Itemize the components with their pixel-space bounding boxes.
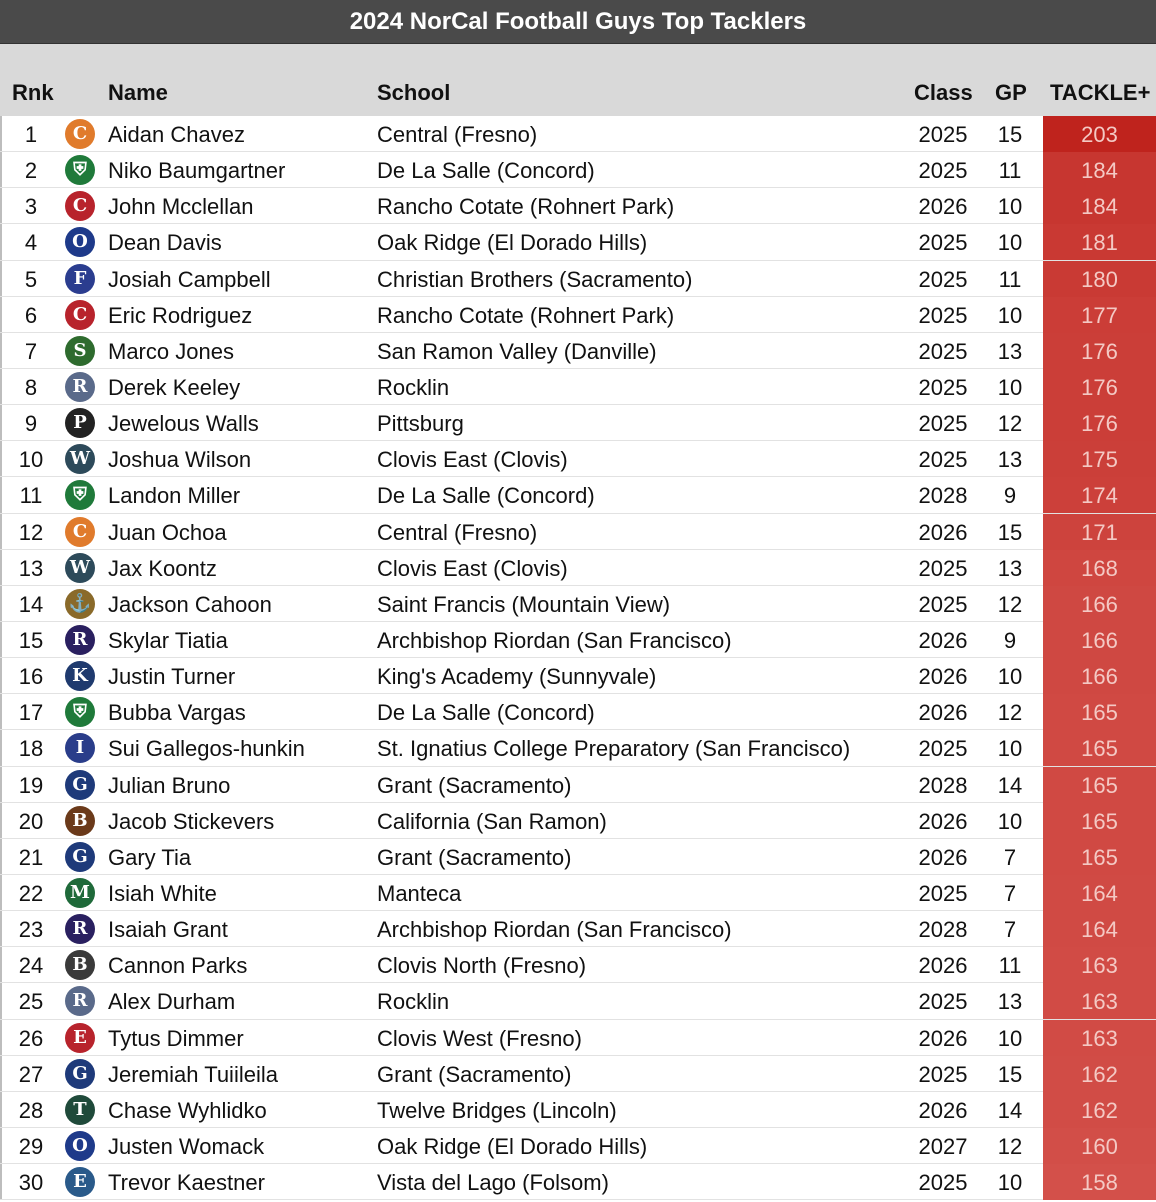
games-played: 10 <box>997 1170 1023 1196</box>
player-name: Jacob Stickevers <box>108 808 275 834</box>
games-played: 14 <box>997 1097 1023 1123</box>
player-name: Derek Keeley <box>108 374 241 400</box>
school-logo-cell <box>62 224 98 260</box>
player-name: Jackson Cahoon <box>108 591 272 617</box>
rank-cell: 1 <box>24 122 38 147</box>
table-row[interactable] <box>0 405 1156 441</box>
games-played: 10 <box>997 194 1023 220</box>
table-row[interactable] <box>0 550 1156 586</box>
rank-cell: 23 <box>18 917 44 943</box>
school-name: California (San Ramon) <box>377 808 607 834</box>
games-played: 11 <box>998 158 1022 184</box>
class-year: 2025 <box>918 230 968 256</box>
school-name: Central (Fresno) <box>377 519 538 545</box>
tackle-plus-value: 184 <box>1043 152 1156 188</box>
table-row[interactable] <box>0 875 1156 911</box>
table-row[interactable] <box>0 803 1156 839</box>
tackle-plus-value: 176 <box>1043 369 1156 405</box>
school-logo-cell <box>62 694 98 730</box>
games-played: 7 <box>1003 844 1017 870</box>
class-year: 2025 <box>918 411 968 437</box>
central-fresno-logo-icon: C <box>65 517 95 547</box>
school-logo-cell <box>62 730 98 766</box>
tackle-plus-value: 166 <box>1043 622 1156 658</box>
games-played: 7 <box>1003 880 1017 906</box>
school-logo-cell <box>62 152 98 188</box>
de-la-salle-spartan-logo-icon: ⛨ <box>65 480 95 510</box>
table-row[interactable] <box>0 297 1156 333</box>
class-year: 2025 <box>918 158 968 184</box>
player-name: Bubba Vargas <box>108 700 246 726</box>
games-played: 13 <box>997 338 1023 364</box>
school-name: St. Ignatius College Preparatory (San Francisco) <box>377 736 851 762</box>
table-row[interactable] <box>0 514 1156 550</box>
games-played: 12 <box>997 591 1023 617</box>
rank-cell: 20 <box>18 808 44 834</box>
games-played: 7 <box>1003 917 1017 943</box>
player-name: Isiah White <box>108 880 217 906</box>
rank-cell: 3 <box>24 194 38 220</box>
rank-cell: 29 <box>18 1133 44 1159</box>
games-played: 12 <box>997 700 1023 726</box>
player-name: Joshua Wilson <box>108 447 252 473</box>
table-row[interactable] <box>0 658 1156 694</box>
table-row[interactable] <box>0 152 1156 188</box>
games-played: 13 <box>997 555 1023 581</box>
class-year: 2026 <box>918 627 968 653</box>
title-bar <box>0 0 1156 44</box>
tackle-plus-value: 158 <box>1043 1164 1156 1200</box>
tackle-plus-value: 165 <box>1043 694 1156 730</box>
class-year: 2026 <box>918 700 968 726</box>
player-name: Marco Jones <box>108 338 234 364</box>
player-name: Aidan Chavez <box>108 122 245 147</box>
rank-cell: 2 <box>24 158 38 184</box>
rank-cell: 24 <box>18 953 44 979</box>
table-row[interactable] <box>0 839 1156 875</box>
rank-cell: 26 <box>18 1025 44 1051</box>
rank-cell: 28 <box>18 1097 44 1123</box>
class-year: 2025 <box>918 122 968 147</box>
kings-academy-knights-logo-icon: K <box>65 661 95 691</box>
grant-g-logo-icon: G <box>65 842 95 872</box>
table-row[interactable] <box>0 1092 1156 1128</box>
school-name: Rancho Cotate (Rohnert Park) <box>377 194 675 220</box>
de-la-salle-spartan-logo-icon: ⛨ <box>65 155 95 185</box>
table-row[interactable] <box>0 622 1156 658</box>
tackle-plus-value: 160 <box>1043 1128 1156 1164</box>
san-ramon-valley-seal-logo-icon: S <box>65 336 95 366</box>
school-name: Rocklin <box>377 374 450 400</box>
table-row[interactable] <box>0 369 1156 405</box>
class-year: 2025 <box>918 1061 968 1087</box>
table-row[interactable] <box>0 261 1156 297</box>
games-played: 13 <box>997 447 1023 473</box>
tackle-plus-value: 163 <box>1043 947 1156 983</box>
school-name: Manteca <box>377 880 462 906</box>
rank-cell: 13 <box>18 555 44 581</box>
rank-cell: 7 <box>24 338 38 364</box>
school-logo-cell <box>62 261 98 297</box>
player-name: John Mcclellan <box>108 194 254 220</box>
player-name: Eric Rodriguez <box>108 302 253 328</box>
rocklin-r-logo-icon: R <box>65 986 95 1016</box>
tackle-plus-value: 166 <box>1043 658 1156 694</box>
table-row[interactable] <box>0 477 1156 513</box>
school-logo-cell <box>62 1128 98 1164</box>
school-logo-cell <box>62 1056 98 1092</box>
tackle-plus-value: 174 <box>1043 477 1156 513</box>
class-year: 2028 <box>918 917 968 943</box>
games-played: 9 <box>1003 627 1017 653</box>
school-logo-cell <box>62 405 98 441</box>
school-logo-cell <box>62 911 98 947</box>
school-name: Clovis North (Fresno) <box>377 953 587 979</box>
riordan-r-logo-icon: R <box>65 914 95 944</box>
class-year: 2025 <box>918 447 968 473</box>
st-ignatius-seal-logo-icon: I <box>65 733 95 763</box>
california-grizzly-logo-icon: B <box>65 806 95 836</box>
school-name: Archbishop Riordan (San Francisco) <box>377 627 732 653</box>
grant-g-logo-icon: G <box>65 770 95 800</box>
player-name: Justen Womack <box>108 1133 265 1159</box>
tackle-plus-value: 176 <box>1043 405 1156 441</box>
school-name: De La Salle (Concord) <box>377 483 595 509</box>
player-name: Dean Davis <box>108 230 222 256</box>
school-name: Saint Francis (Mountain View) <box>377 591 671 617</box>
player-name: Jewelous Walls <box>108 411 259 437</box>
de-la-salle-spartan-logo-icon: ⛨ <box>65 697 95 727</box>
school-name: San Ramon Valley (Danville) <box>377 338 657 364</box>
tackle-plus-value: 164 <box>1043 911 1156 947</box>
school-logo-cell <box>62 116 98 152</box>
player-name: Jeremiah Tuiileila <box>108 1061 278 1087</box>
table-row[interactable] <box>0 333 1156 369</box>
games-played: 10 <box>997 736 1023 762</box>
class-year: 2027 <box>918 1133 968 1159</box>
player-name: Niko Baumgartner <box>108 158 286 184</box>
clovis-east-timberwolf-logo-icon: W <box>65 553 95 583</box>
table-row[interactable] <box>0 947 1156 983</box>
oak-ridge-logo-icon: O <box>65 227 95 257</box>
school-logo-cell <box>62 1164 98 1200</box>
table-body <box>0 116 1156 1200</box>
table-row[interactable] <box>0 983 1156 1019</box>
player-name: Isaiah Grant <box>108 917 228 943</box>
tackle-plus-value: 162 <box>1043 1092 1156 1128</box>
class-year: 2025 <box>918 266 968 292</box>
school-logo-cell <box>62 188 98 224</box>
rancho-cotate-cougar-logo-icon: C <box>65 300 95 330</box>
twelve-bridges-seal-logo-icon: T <box>65 1095 95 1125</box>
tackle-plus-value: 180 <box>1043 261 1156 297</box>
tackle-plus-value: 165 <box>1043 730 1156 766</box>
player-name: Landon Miller <box>108 483 241 509</box>
player-name: Julian Bruno <box>108 772 231 798</box>
player-name: Jax Koontz <box>108 555 217 581</box>
table-row[interactable] <box>0 730 1156 766</box>
rank-cell: 6 <box>24 302 38 328</box>
player-name: Skylar Tiatia <box>108 627 228 653</box>
school-logo-cell <box>62 983 98 1019</box>
class-year: 2026 <box>918 1097 968 1123</box>
riordan-r-logo-icon: R <box>65 625 95 655</box>
rancho-cotate-cougar-logo-icon: C <box>65 191 95 221</box>
games-played: 15 <box>997 519 1023 545</box>
table-row[interactable] <box>0 1056 1156 1092</box>
games-played: 12 <box>997 411 1023 437</box>
table-title: 2024 NorCal Football Guys Top Tacklers <box>349 7 807 35</box>
rank-cell: 14 <box>18 591 44 617</box>
rocklin-r-logo-icon: R <box>65 372 95 402</box>
header-row <box>0 44 1156 116</box>
school-logo-cell <box>62 803 98 839</box>
games-played: 11 <box>998 266 1022 292</box>
rank-cell: 16 <box>18 664 44 690</box>
tackle-plus-value: 163 <box>1043 1020 1156 1056</box>
games-played: 12 <box>997 1133 1023 1159</box>
school-name: Clovis East (Clovis) <box>377 447 568 473</box>
class-year: 2025 <box>918 555 968 581</box>
school-name: Oak Ridge (El Dorado Hills) <box>377 230 648 256</box>
clovis-west-eagle-logo-icon: E <box>65 1023 95 1053</box>
school-name: Rancho Cotate (Rohnert Park) <box>377 302 675 328</box>
tackle-plus-value: 171 <box>1043 514 1156 550</box>
school-logo-cell <box>62 1092 98 1128</box>
school-name: Archbishop Riordan (San Francisco) <box>377 917 732 943</box>
tackle-plus-value: 181 <box>1043 224 1156 260</box>
rank-cell: 12 <box>18 519 44 545</box>
central-fresno-logo-icon: C <box>65 119 95 149</box>
class-year: 2025 <box>918 736 968 762</box>
class-year: 2026 <box>918 664 968 690</box>
table-row[interactable] <box>0 116 1156 152</box>
clovis-east-timberwolf-logo-icon: W <box>65 444 95 474</box>
school-name: Pittsburg <box>377 411 464 437</box>
tackle-plus-value: 175 <box>1043 441 1156 477</box>
class-year: 2026 <box>918 953 968 979</box>
table-row[interactable] <box>0 911 1156 947</box>
school-name: Rocklin <box>377 989 450 1015</box>
rank-cell: 11 <box>19 483 43 509</box>
tackle-plus-value: 164 <box>1043 875 1156 911</box>
rank-cell: 9 <box>24 411 38 437</box>
class-year: 2025 <box>918 374 968 400</box>
school-logo-cell <box>62 622 98 658</box>
school-name: Clovis East (Clovis) <box>377 555 568 581</box>
table-row[interactable] <box>0 224 1156 260</box>
school-logo-cell <box>62 658 98 694</box>
tackle-plus-value: 165 <box>1043 803 1156 839</box>
clovis-north-bronco-logo-icon: B <box>65 950 95 980</box>
header-name[interactable]: Name <box>108 80 168 105</box>
player-name: Josiah Campbell <box>108 266 271 292</box>
rank-cell: 27 <box>18 1061 44 1087</box>
school-name: Vista del Lago (Folsom) <box>377 1170 609 1196</box>
school-logo-cell <box>62 586 98 622</box>
school-name: Oak Ridge (El Dorado Hills) <box>377 1133 648 1159</box>
games-played: 13 <box>997 989 1023 1015</box>
tackle-plus-value: 203 <box>1043 116 1156 152</box>
school-name: Central (Fresno) <box>377 122 538 147</box>
oak-ridge-logo-icon: O <box>65 1131 95 1161</box>
class-year: 2025 <box>918 338 968 364</box>
rank-cell: 30 <box>18 1170 44 1196</box>
school-logo-cell <box>62 333 98 369</box>
rank-cell: 21 <box>18 844 44 870</box>
school-name: De La Salle (Concord) <box>377 158 595 184</box>
rank-cell: 17 <box>18 700 44 726</box>
rank-cell: 18 <box>18 736 44 762</box>
games-played: 10 <box>997 302 1023 328</box>
tackle-plus-value: 176 <box>1043 333 1156 369</box>
header-rank[interactable]: Rnk <box>12 80 54 105</box>
games-played: 14 <box>997 772 1023 798</box>
games-played: 10 <box>997 374 1023 400</box>
games-played: 10 <box>997 808 1023 834</box>
school-name: Twelve Bridges (Lincoln) <box>377 1097 617 1123</box>
class-year: 2026 <box>918 808 968 834</box>
tackle-plus-value: 162 <box>1043 1056 1156 1092</box>
rank-cell: 5 <box>24 266 38 292</box>
school-name: Grant (Sacramento) <box>377 1061 572 1087</box>
grant-g-logo-icon: G <box>65 1059 95 1089</box>
rank-cell: 15 <box>18 627 44 653</box>
school-logo-cell <box>62 477 98 513</box>
header-tackle[interactable]: TACKLE+ <box>1050 80 1151 105</box>
table-row[interactable] <box>0 1164 1156 1200</box>
player-name: Alex Durham <box>108 989 236 1015</box>
school-logo-cell <box>62 839 98 875</box>
rank-cell: 8 <box>24 374 38 400</box>
class-year: 2026 <box>918 1025 968 1051</box>
games-played: 9 <box>1003 483 1017 509</box>
rank-cell: 22 <box>18 880 44 906</box>
class-year: 2026 <box>918 844 968 870</box>
table-row[interactable] <box>0 1020 1156 1056</box>
manteca-m-logo-icon: M <box>65 878 95 908</box>
saint-francis-anchor-logo-icon: ⚓ <box>65 589 95 619</box>
games-played: 15 <box>997 1061 1023 1087</box>
class-year: 2026 <box>918 194 968 220</box>
tackle-plus-value: 166 <box>1043 586 1156 622</box>
player-name: Tytus Dimmer <box>108 1025 244 1051</box>
table-row[interactable] <box>0 767 1156 803</box>
school-logo-cell <box>62 297 98 333</box>
table-row[interactable] <box>0 1128 1156 1164</box>
tackle-plus-value: 168 <box>1043 550 1156 586</box>
school-name: Grant (Sacramento) <box>377 772 572 798</box>
christian-brothers-falcon-logo-icon: F <box>65 264 95 294</box>
table-row[interactable] <box>0 694 1156 730</box>
tackle-plus-value: 163 <box>1043 983 1156 1019</box>
school-logo-cell <box>62 1020 98 1056</box>
player-name: Cannon Parks <box>108 953 248 979</box>
school-logo-cell <box>62 947 98 983</box>
class-year: 2025 <box>918 1170 968 1196</box>
table-row[interactable] <box>0 586 1156 622</box>
school-logo-cell <box>62 369 98 405</box>
school-logo-cell <box>62 550 98 586</box>
class-year: 2028 <box>918 483 968 509</box>
header-class[interactable]: Class <box>914 80 973 105</box>
class-year: 2025 <box>918 989 968 1015</box>
rank-cell: 4 <box>24 230 38 256</box>
school-name: Clovis West (Fresno) <box>377 1025 582 1051</box>
school-name: De La Salle (Concord) <box>377 700 595 726</box>
header-gp[interactable]: GP <box>995 80 1027 105</box>
school-logo-cell <box>62 514 98 550</box>
player-name: Juan Ochoa <box>108 519 227 545</box>
tackle-plus-value: 165 <box>1043 767 1156 803</box>
school-name: King's Academy (Sunnyvale) <box>377 664 657 690</box>
player-name: Trevor Kaestner <box>108 1170 265 1196</box>
school-logo-cell <box>62 875 98 911</box>
games-played: 10 <box>997 230 1023 256</box>
player-name: Chase Wyhlidko <box>108 1097 267 1123</box>
school-name: Grant (Sacramento) <box>377 844 572 870</box>
school-name: Christian Brothers (Sacramento) <box>377 266 693 292</box>
player-name: Gary Tia <box>108 844 192 870</box>
rank-cell: 19 <box>18 772 44 798</box>
tackle-plus-value: 184 <box>1043 188 1156 224</box>
player-name: Justin Turner <box>108 664 236 690</box>
class-year: 2025 <box>918 302 968 328</box>
games-played: 10 <box>997 664 1023 690</box>
class-year: 2028 <box>918 772 968 798</box>
tackle-plus-value: 177 <box>1043 297 1156 333</box>
class-year: 2026 <box>918 519 968 545</box>
table-row[interactable] <box>0 188 1156 224</box>
games-played: 11 <box>998 953 1022 979</box>
rank-cell: 10 <box>18 447 44 473</box>
header-school[interactable]: School <box>377 80 451 105</box>
vista-del-lago-eagle-logo-icon: E <box>65 1167 95 1197</box>
class-year: 2025 <box>918 591 968 617</box>
table-row[interactable] <box>0 441 1156 477</box>
school-logo-cell <box>62 767 98 803</box>
games-played: 15 <box>997 122 1023 147</box>
games-played: 10 <box>997 1025 1023 1051</box>
tackle-plus-value: 165 <box>1043 839 1156 875</box>
class-year: 2025 <box>918 880 968 906</box>
school-logo-cell <box>62 441 98 477</box>
pittsburg-pirate-logo-icon: P <box>65 408 95 438</box>
player-name: Sui Gallegos-hunkin <box>108 736 305 762</box>
rank-cell: 25 <box>18 989 44 1015</box>
